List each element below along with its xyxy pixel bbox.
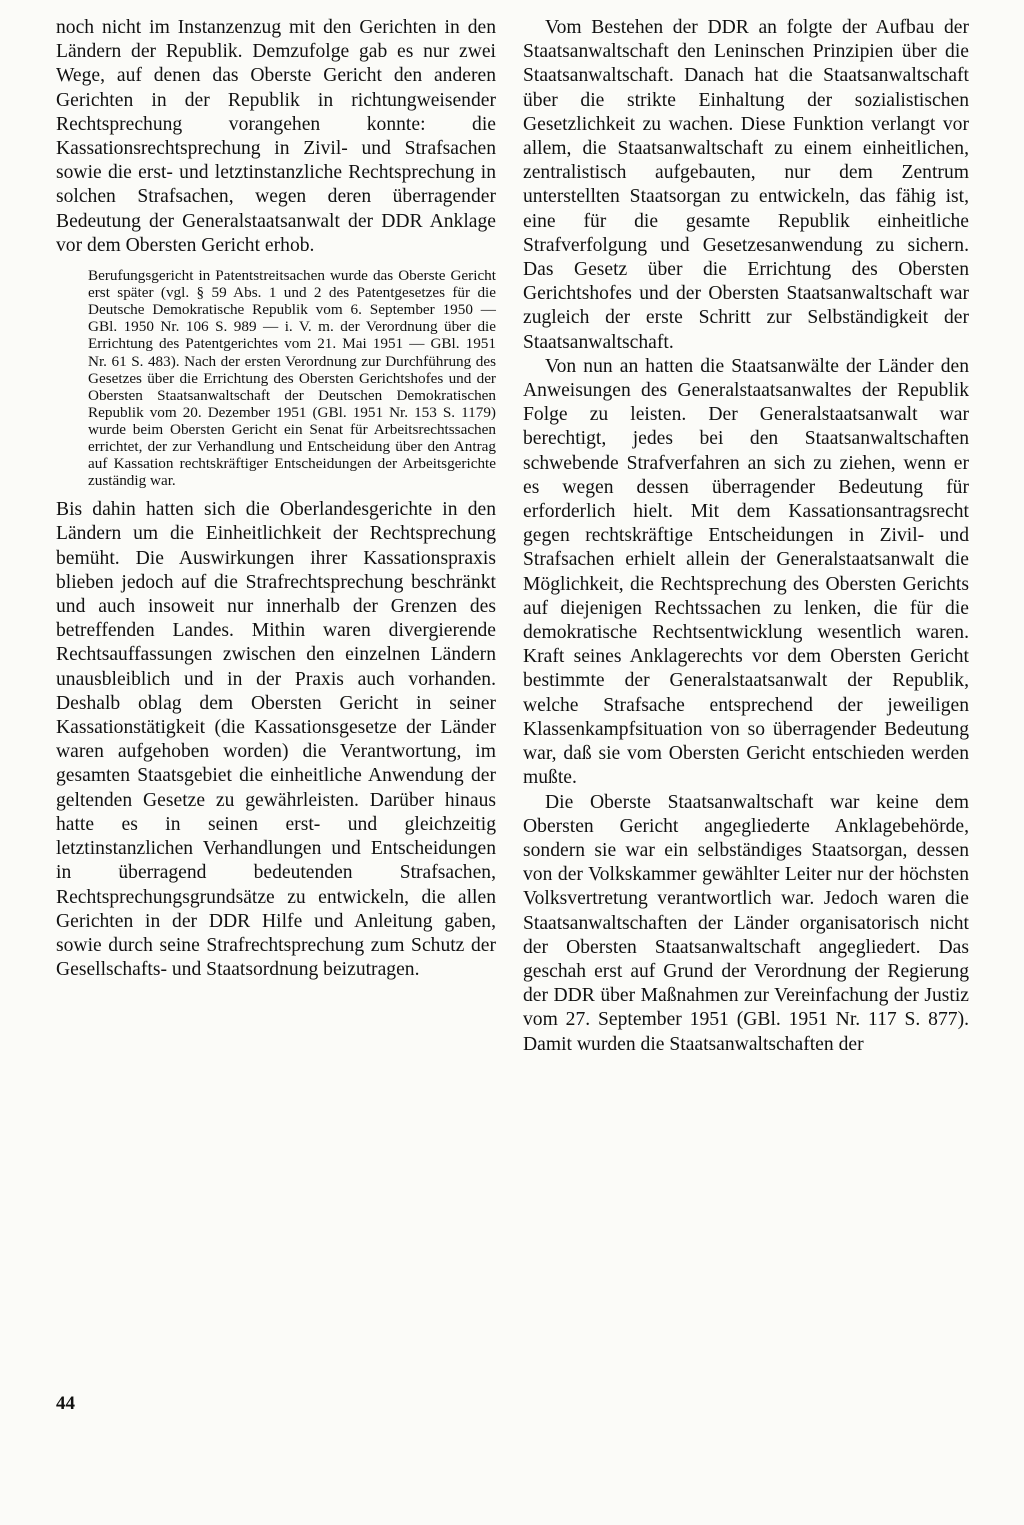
footnote: Berufungsgericht in Patentstreitsachen wurde das Oberste Gericht erst später (vgl. § 59 Abs. 1 und 2 des Patentgesetzes für die Deutsche Demokratische Republik vom 6. September 1950 — GBl. 1950 Nr. 106 S. 989 — i. V. m. der Verordnung über die Errichtung des Patentgerichtes vom 21. Mai 1951 — GBl. 1951 Nr. 61 S. 483). Nach der ersten Verordnung zur Durchführung des Gesetzes über die Errichtung des Obersten Gerichtshofes und der Obersten Staatsanwaltschaft der Deutschen Demokratischen Republik vom 20. Dezember 1951 (GBl. 1951 Nr. 153 S. 1179) wurde beim Obersten Gericht ein Senat für Arbeitsrechtssachen errichtet, der zur Verhandlung und Entscheidung über den Antrag auf Kassation rechtskräftiger Entscheidungen der Arbeitsgerichte zuständig war. xyxy=(88,267,496,490)
right-paragraph-3: Die Oberste Staatsanwaltschaft war keine dem Obersten Gericht angegliederte Anklagebehörde, sondern sie war ein selbständiges Staatsorgan, dessen von der Volkskammer gewählter Leiter nur der höchsten Volksvertretung verantwortlich war. Jedoch waren die Staatsanwaltschaften der Länder organisatorisch nicht der Obersten Staatsanwaltschaft angegliedert. Das geschah erst auf Grund der Verordnung der Regierung der DDR über Maßnahmen zur Vereinfachung der Justiz vom 27. September 1951 (GBl. 1951 Nr. 117 S. 877). Damit wurden die Staatsanwaltschaften der xyxy=(523,791,969,1055)
right-paragraph-1: Vom Bestehen der DDR an folgte der Aufbau der Staatsanwaltschaft den Leninschen Prinzipien über die Staatsanwaltschaft. Danach hat die Staatsanwaltschaft über die strikte Einhaltung der sozialistischen Gesetzlichkeit zu wachen. Diese Funktion verlangt vor allem, die Staatsanwaltschaft zu einem einheitlichen, zentralistisch aufgebauten, nur dem Zentrum unterstellten Staatsorgan zu entwickeln, das fähig ist, eine für die gesamte Republik einheitliche Strafverfolgung und Gesetzesanwendung zu sichern. Das Gesetz über die Errichtung des Obersten Gerichtshofes und der Obersten Staatsanwaltschaft war zugleich der erste Schritt zur Selbständigkeit der Staatsanwaltschaft. xyxy=(523,17,969,353)
left-paragraph-2: Bis dahin hatten sich die Oberlandesgerichte in den Ländern um die Einheitlichkeit der Rechtsprechung bemüht. Die Auswirkungen ihrer Kassationspraxis blieben jedoch auf die Strafrechtsprechung beschränkt und auch insoweit nur innerhalb der Grenzen des betreffenden Landes. Mithin waren divergierende Rechtsauffassungen zwischen den einzelnen Ländern unausbleiblich und in der Praxis auch vorhanden. Deshalb oblag dem Obersten Gericht in seiner Kassationstätigkeit (die Kassationsgesetze der Länder waren aufgehoben worden) die Verantwortung, im gesamten Staatsgebiet die einheitliche Anwendung der geltenden Gesetze zu gewährleisten. Darüber hinaus hatte es in seinen erst- und gleichzeitig letztinstanzlichen Verhandlungen und Entscheidungen in überragend bedeutenden Strafsachen, Rechtsprechungsgrundsätze zu entwickeln, die allen Gerichten in der DDR Hilfe und Anleitung gaben, sowie durch seine Strafrechtsprechung zum Schutz der Gesellschafts- und Staatsordnung beizutragen. xyxy=(56,499,496,981)
page-number: 44 xyxy=(56,1393,75,1414)
left-paragraph-1: noch nicht im Instanzenzug mit den Gerichten in den Ländern der Republik. Demzufolge gab es nur zwei Wege, auf denen das Oberste Gericht den anderen Gerichten in der Republik in richtungweisender Rechtsprechung vorangehen konnte: die Kassationsrechtsprechung in Zivil- und Strafsachen sowie die erst- und letztinstanzliche Rechtsprechung in solchen Strafsachen, wegen deren überragender Bedeutung der Generalstaatsanwalt der DDR Anklage vor dem Obersten Gericht erhob. xyxy=(56,17,496,256)
right-column xyxy=(523,16,969,1057)
left-column xyxy=(56,16,496,982)
right-paragraph-2: Von nun an hatten die Staatsanwälte der Länder den Anweisungen des Generalstaatsanwaltes der Republik Folge zu leisten. Der Generalstaatsanwalt war berechtigt, jedes bei den Staatsanwaltschaften schwebende Strafverfahren an sich zu ziehen, wenn er es wegen dessen überragender Bedeutung für erforderlich hielt. Mit dem Kassationsantragsrecht gegen rechtskräftige Entscheidungen in Zivil- und Strafsachen erhielt allein der Generalstaatsanwalt die Möglichkeit, die Rechtsprechung des Obersten Gerichts auf diejenigen Rechtssachen zu lenken, die für die demokratische Rechtsentwicklung wesentlich waren. Kraft seines Anklagerechts vor dem Obersten Gericht bestimmte der Generalstaatsanwalt der Republik, welche Strafsache entsprechend der jeweiligen Klassenkampfsituation von so überragender Bedeutung war, daß sie vom Obersten Gericht entschieden werden mußte. xyxy=(523,355,969,789)
